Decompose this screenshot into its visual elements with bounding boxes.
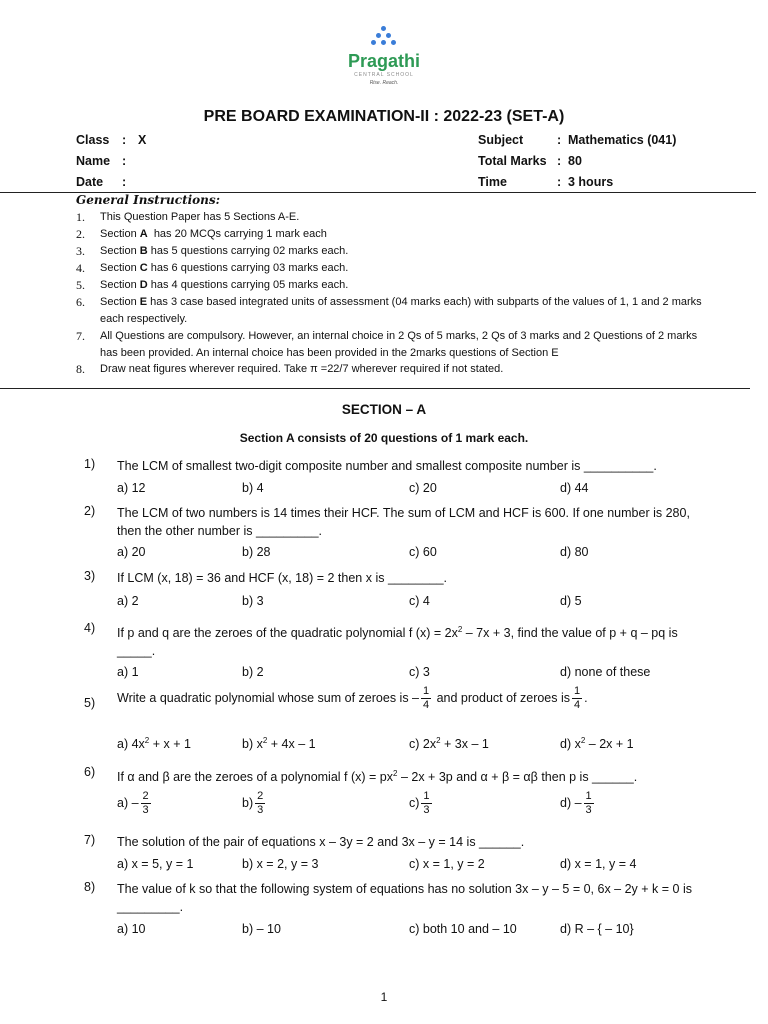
instruction-item (76, 243, 706, 260)
option: b) 28 (242, 545, 271, 559)
instruction-number: 1. (76, 210, 85, 224)
instruction-item (76, 328, 706, 362)
option: a) 10 (117, 922, 146, 936)
marks-value: 80 (568, 154, 582, 168)
school-name: Pragathi (347, 51, 421, 71)
instruction-item (76, 226, 706, 243)
instruction-text: Section (100, 296, 140, 308)
class-value: X (138, 133, 147, 147)
instruction-section: C (139, 262, 148, 274)
instruction-item (76, 260, 706, 277)
marks-colon: : (557, 154, 562, 168)
option: c) $2x^2 + 3x - 1$ (409, 736, 489, 752)
option: a) 12 (117, 481, 146, 495)
marks-label: Total Marks (478, 154, 547, 168)
subject-label: Subject (478, 133, 524, 147)
instruction-section: E (139, 296, 148, 308)
subject-colon: : (557, 133, 562, 147)
instruction-item (76, 361, 706, 378)
question-text: If LCM (x, 18) = 36 and HCF (x, 18) = 2 then x is ________. (117, 571, 448, 585)
instruction-item (76, 294, 706, 328)
instruction-text: has 3 case based integrated units of assessment (04 marks each) with subparts of the values of 1, 1 and 2 marks each respectively. (100, 296, 702, 325)
instruction-text: has 6 questions carrying 03 marks each. (147, 262, 349, 274)
section-title: SECTION – A (341, 402, 427, 417)
option: d) none of these (560, 665, 651, 679)
question-number: 6) (84, 765, 96, 779)
option: c) 3 (409, 665, 430, 679)
instruction-text: Section (100, 228, 140, 240)
instruction-section: A (139, 228, 148, 240)
instruction-number: 6. (76, 295, 85, 309)
instruction-section: D (139, 279, 148, 291)
option: c) 4 (409, 594, 430, 608)
instruction-number: 4. (76, 261, 85, 275)
logo-dots-icon (364, 26, 404, 50)
option: b) x = 2, y = 3 (242, 857, 319, 871)
class-colon: : (122, 133, 127, 147)
question-text: Write a quadratic polynomial whose sum of zeroes is – $\frac{1}{4}$ and product of zeroes is $\frac{1}{4}$ . (117, 685, 588, 711)
instruction-number: 8. (76, 362, 85, 376)
instruction-item (76, 209, 706, 226)
school-logo (0, 26, 768, 86)
school-tagline: Rise. Reach. (369, 80, 399, 86)
time-label: Time (478, 175, 507, 189)
option: c) both 10 and – 10 (409, 922, 517, 936)
option: c) 20 (409, 481, 437, 495)
option: b) 3 (242, 594, 264, 608)
question-text: The solution of the pair of equations x – 3y = 2 and 3x – y = 14 is ______. (117, 835, 525, 849)
instruction-text: Section (100, 279, 140, 291)
instruction-text: has 4 questions carrying 05 marks each. (147, 279, 349, 291)
question-number: 2) (84, 504, 96, 518)
instruction-number: 5. (76, 278, 85, 292)
option: b) – 10 (242, 922, 281, 936)
instruction-number: 2. (76, 227, 85, 241)
instruction-text: This Question Paper has 5 Sections A-E. (100, 211, 300, 223)
option: d) 80 (560, 545, 589, 559)
instruction-text: Section (100, 245, 140, 257)
question-number: 3) (84, 569, 96, 583)
time-value: 3 hours (568, 175, 614, 189)
section-subtitle: Section A consists of 20 questions of 1 mark each. (239, 431, 529, 445)
option: a) 1 (117, 665, 139, 679)
question-number: 5) (84, 696, 96, 710)
fraction: $\frac{1}{4}$ (574, 685, 581, 711)
instruction-number: 7. (76, 329, 85, 343)
question-number: 4) (84, 621, 96, 635)
exam-title: PRE BOARD EXAMINATION-II : 2022-23 (SET-A) (203, 108, 565, 125)
name-colon: : (122, 154, 127, 168)
school-subtitle: CENTRAL SCHOOL (354, 72, 414, 78)
question-text: If α and β are the zeroes of a polynomial f $(x) = px^2 - 2x + 3p$ and α + β = αβ then p is ______. (117, 769, 638, 785)
option: a) 2 (117, 594, 139, 608)
option: b) $x^2 + 4x - 1$ (242, 736, 316, 752)
option: b) $\frac{2}{3}$ (242, 790, 264, 816)
question-number: 7) (84, 833, 96, 847)
option: c) $\frac{1}{3}$ (409, 790, 430, 816)
option: a) 20 (117, 545, 146, 559)
option: d) – $\frac{1}{3}$ (560, 790, 592, 816)
question-text: The LCM of two numbers is 14 times their HCF. The sum of LCM and HCF is 600. If one number is 280, then the other number is _________. (117, 506, 690, 538)
instructions-heading: General Instructions: (76, 193, 221, 207)
instruction-text: has 5 questions carrying 02 marks each. (147, 245, 349, 257)
option: d) x = 1, y = 4 (560, 857, 637, 871)
question-number: 1) (84, 457, 96, 471)
instruction-item (76, 277, 706, 294)
question-text: The value of k so that the following system of equations has no solution 3x – y – 5 = 0, 6x – 2y + k = 0 is _________. (117, 882, 692, 914)
name-label: Name (76, 154, 111, 168)
instruction-text: Draw neat figures wherever required. Take π =22/7 wherever required if not stated. (100, 363, 504, 375)
option: c) x = 1, y = 2 (409, 857, 485, 871)
option: b) 4 (242, 481, 264, 495)
instruction-text: Section (100, 262, 140, 274)
date-label: Date (76, 175, 104, 189)
option: a) – $\frac{2}{3}$ (117, 790, 149, 816)
option: a) $4x^2 + x + 1$ (117, 736, 191, 752)
class-label: Class (76, 133, 110, 147)
page-number: 1 (380, 990, 388, 1004)
date-colon: : (122, 175, 127, 189)
option: b) 2 (242, 665, 264, 679)
question-text: If p and q are the zeroes of the quadratic polynomial f $(x) = 2x^2 - 7x + 3$, find the value of p + q – pq is _____. (117, 625, 678, 659)
option: d) 5 (560, 594, 582, 608)
option: d) 44 (560, 481, 589, 495)
option: a) x = 5, y = 1 (117, 857, 194, 871)
option: c) 60 (409, 545, 437, 559)
fraction: $\frac{1}{4}$ (423, 685, 430, 711)
option: d) R – { – 10} (560, 922, 634, 936)
instruction-text: has 20 MCQs carrying 1 mark each (147, 228, 327, 240)
question-number: 8) (84, 880, 96, 894)
instruction-number: 3. (76, 244, 85, 258)
subject-value: Mathematics (041) (568, 133, 677, 147)
instructions-divider (0, 388, 750, 389)
instruction-text: All Questions are compulsory. However, an internal choice in 2 Qs of 5 marks, 2 Qs of 3 marks and 2 Questions of 2 marks has been provided. An internal choice has been provided in the 2marks questions of Section E (100, 330, 698, 359)
question-text: The LCM of smallest two-digit composite number and smallest composite number is __________. (117, 459, 657, 473)
time-colon: : (557, 175, 562, 189)
instruction-section: B (139, 245, 148, 257)
option: d) $x^2 - 2x + 1$ (560, 736, 634, 752)
